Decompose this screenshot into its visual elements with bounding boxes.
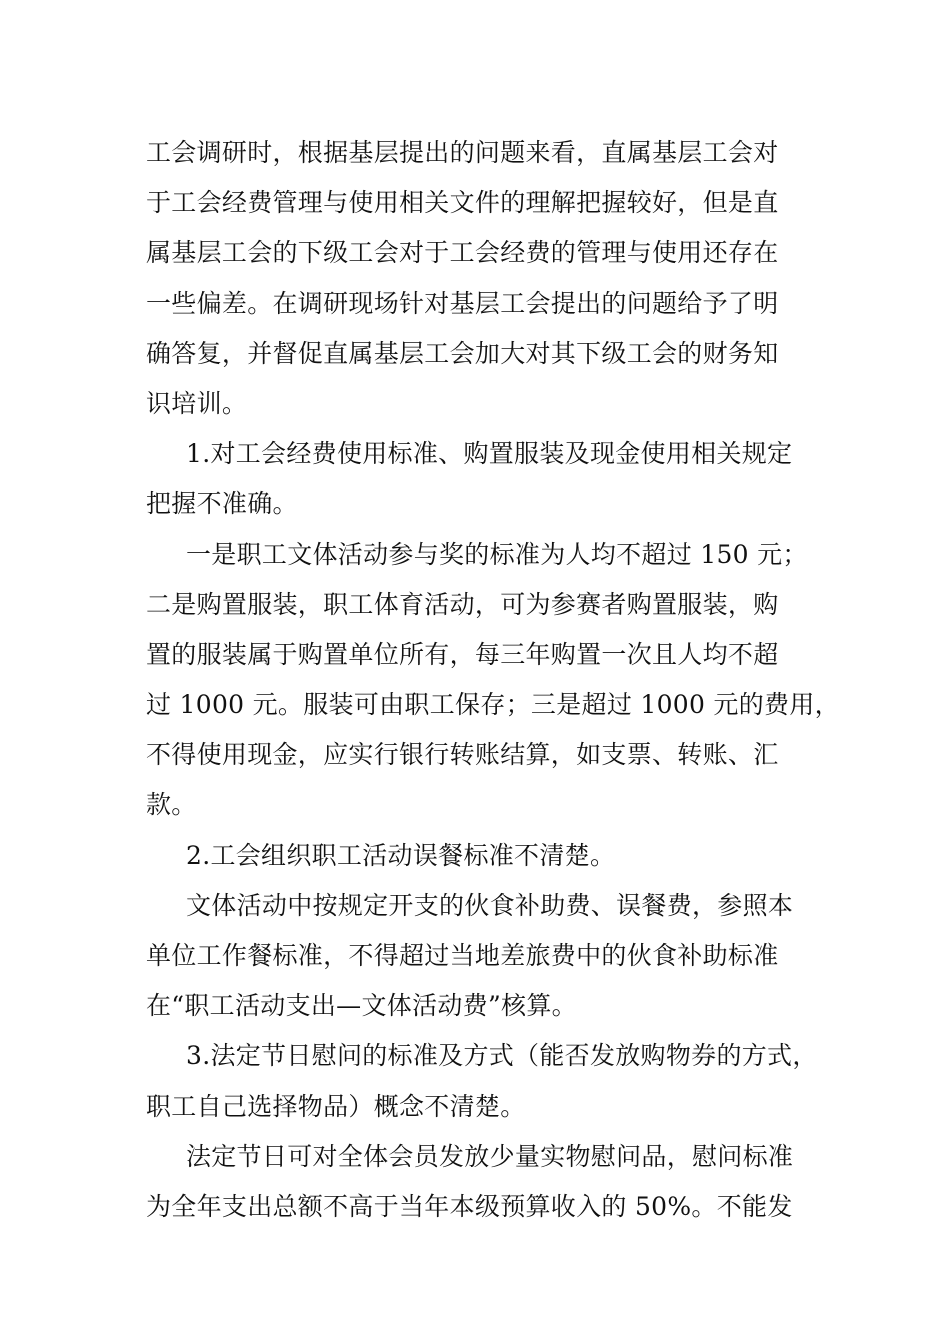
text-line: 不得使用现金，应实行银行转账结算，如支票、转账、汇 [146, 740, 779, 770]
text-line: 一些偏差。在调研现场针对基层工会提出的问题给予了明 [146, 288, 779, 318]
text-line: 在“职工活动支出—文体活动费”核算。 [146, 991, 577, 1021]
text-line: 为全年支出总额不高于当年本级预算收入的 50%。不能发 [146, 1191, 793, 1221]
text-line: 过 1000 元。服装可由职工保存；三是超过 1000 元的费用， [146, 690, 840, 720]
text-line: 属基层工会的下级工会对于工会经费的管理与使用还存在 [146, 238, 779, 268]
paragraph-start: 文体活动中按规定开支的伙食补助费、误餐费，参照本 [186, 890, 794, 920]
section-heading-2: 2.工会组织职工活动误餐标准不清楚。 [186, 840, 616, 870]
text-line: 二是购置服装，职工体育活动，可为参赛者购置服装，购 [146, 589, 779, 619]
paragraph-start: 法定节日可对全体会员发放少量实物慰问品，慰问标准 [186, 1141, 794, 1171]
text-line: 单位工作餐标准，不得超过当地差旅费中的伙食补助标准 [146, 941, 779, 970]
text-line: 于工会经费管理与使用相关文件的理解把握较好，但是直 [146, 188, 779, 218]
section-heading-3: 3.法定节日慰问的标准及方式（能否发放购物券的方式， [186, 1041, 818, 1071]
text-line: 职工自己选择物品）概念不清楚。 [146, 1091, 526, 1121]
text-line: 把握不准确。 [146, 489, 298, 519]
text-line: 识培训。 [146, 388, 248, 418]
text-line: 工会调研时，根据基层提出的问题来看，直属基层工会对 [146, 138, 779, 167]
text-line: 置的服装属于购置单位所有，每三年购置一次且人均不超 [146, 639, 779, 669]
document-body [146, 128, 840, 1232]
text-line: 款。 [146, 790, 197, 820]
section-heading-1: 1.对工会经费使用标准、购置服装及现金使用相关规定 [186, 439, 793, 469]
text-line: 确答复，并督促直属基层工会加大对其下级工会的财务知 [146, 338, 779, 368]
paragraph-start: 一是职工文体活动参与奖的标准为人均不超过 150 元； [186, 539, 808, 569]
